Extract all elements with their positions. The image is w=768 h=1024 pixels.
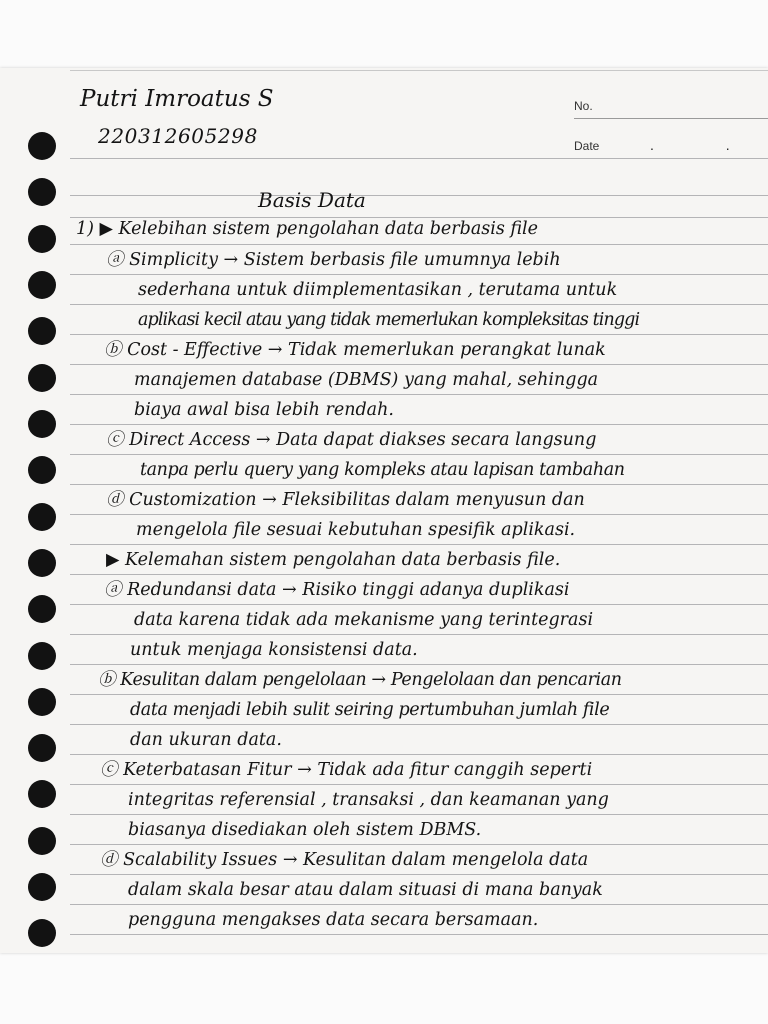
ruled-line [70,195,768,196]
ruled-line [70,784,768,785]
text-line: pengguna mengakses data secara bersamaan. [128,910,539,930]
ruled-line [70,454,768,455]
text-line: ⓐ Redundansi data → Risiko tinggi adanya duplikasi [104,580,570,600]
text-line: ▶ Kelemahan sistem pengolahan data berbasis file. [106,550,561,570]
ruled-line [70,304,768,305]
binder-hole [28,688,56,716]
ruled-line [70,274,768,275]
text-line: ⓑ Cost - Effective → Tidak memerlukan perangkat lunak [104,340,606,360]
ruled-line [70,604,768,605]
student-name: Putri Imroatus S [80,86,274,112]
ruled-line [70,217,768,218]
text-line: ⓓ Scalability Issues → Kesulitan dalam mengelola data [100,850,589,870]
binder-hole [28,642,56,670]
binder-hole [28,827,56,855]
student-id: 220312605298 [98,124,258,148]
text-line: manajemen database (DBMS) yang mahal, sehingga [134,370,599,390]
text-line: dan ukuran data. [130,730,282,750]
text-line: sederhana untuk diimplementasikan , terutama untuk [138,280,618,300]
text-line: 1) ▶ Kelebihan sistem pengolahan data berbasis file [76,219,539,239]
text-line: integritas referensial , transaksi , dan keamanan yang [128,790,609,810]
ruled-line [70,484,768,485]
binder-hole [28,919,56,947]
binder-hole [28,780,56,808]
date-dots: . . [650,137,764,153]
binder-hole [28,873,56,901]
binder-hole [28,595,56,623]
ruled-line [70,754,768,755]
ruled-line [70,244,768,245]
text-line: ⓓ Customization → Fleksibilitas dalam menyusun dan [106,490,585,510]
text-line: ⓒ Direct Access → Data dapat diakses secara langsung [106,430,597,450]
ruled-line [70,364,768,365]
ruled-line [70,634,768,635]
binder-hole [28,503,56,531]
ruled-line [70,664,768,665]
text-line: data menjadi lebih sulit seiring pertumbuhan jumlah file [130,700,610,720]
ruled-line [70,724,768,725]
notebook-sheet [0,68,768,953]
text-line: untuk menjaga konsistensi data. [130,640,418,660]
text-line: aplikasi kecil atau yang tidak memerlukan kompleksitas tinggi [138,310,640,330]
top-rule [70,70,768,71]
no-line [574,118,768,119]
text-line: mengelola file sesuai kebutuhan spesifik aplikasi. [136,520,576,540]
ruled-line [70,158,768,159]
ruled-line [70,904,768,905]
ruled-line [70,544,768,545]
binder-hole [28,132,56,160]
binder-hole [28,317,56,345]
binder-hole [28,178,56,206]
ruled-line [70,394,768,395]
text-line: ⓒ Keterbatasan Fitur → Tidak ada fitur canggih seperti [100,760,593,780]
ruled-line [70,814,768,815]
date-label: Date [574,139,600,153]
binder-hole [28,271,56,299]
ruled-line [70,334,768,335]
binder-hole [28,410,56,438]
text-line: ⓑ Kesulitan dalam pengelolaan → Pengelolaan dan pencarian [98,670,622,690]
text-line: ⓐ Simplicity → Sistem berbasis file umumnya lebih [106,250,561,270]
binder-hole [28,456,56,484]
text-line: tanpa perlu query yang kompleks atau lapisan tambahan [140,460,625,480]
text-line: biaya awal bisa lebih rendah. [134,400,394,420]
ruled-line [70,874,768,875]
binder-hole [28,225,56,253]
binder-hole [28,549,56,577]
page-title: Basis Data [258,188,366,212]
text-line: biasanya disediakan oleh sistem DBMS. [128,820,482,840]
ruled-line [70,844,768,845]
binder-hole [28,364,56,392]
no-label: No. [574,99,593,113]
ruled-line [70,514,768,515]
text-line: data karena tidak ada mekanisme yang terintegrasi [134,610,594,630]
ruled-line [70,574,768,575]
ruled-line [70,934,768,935]
ruled-line [70,424,768,425]
text-line: dalam skala besar atau dalam situasi di mana banyak [128,880,603,900]
ruled-line [70,694,768,695]
binder-hole [28,734,56,762]
